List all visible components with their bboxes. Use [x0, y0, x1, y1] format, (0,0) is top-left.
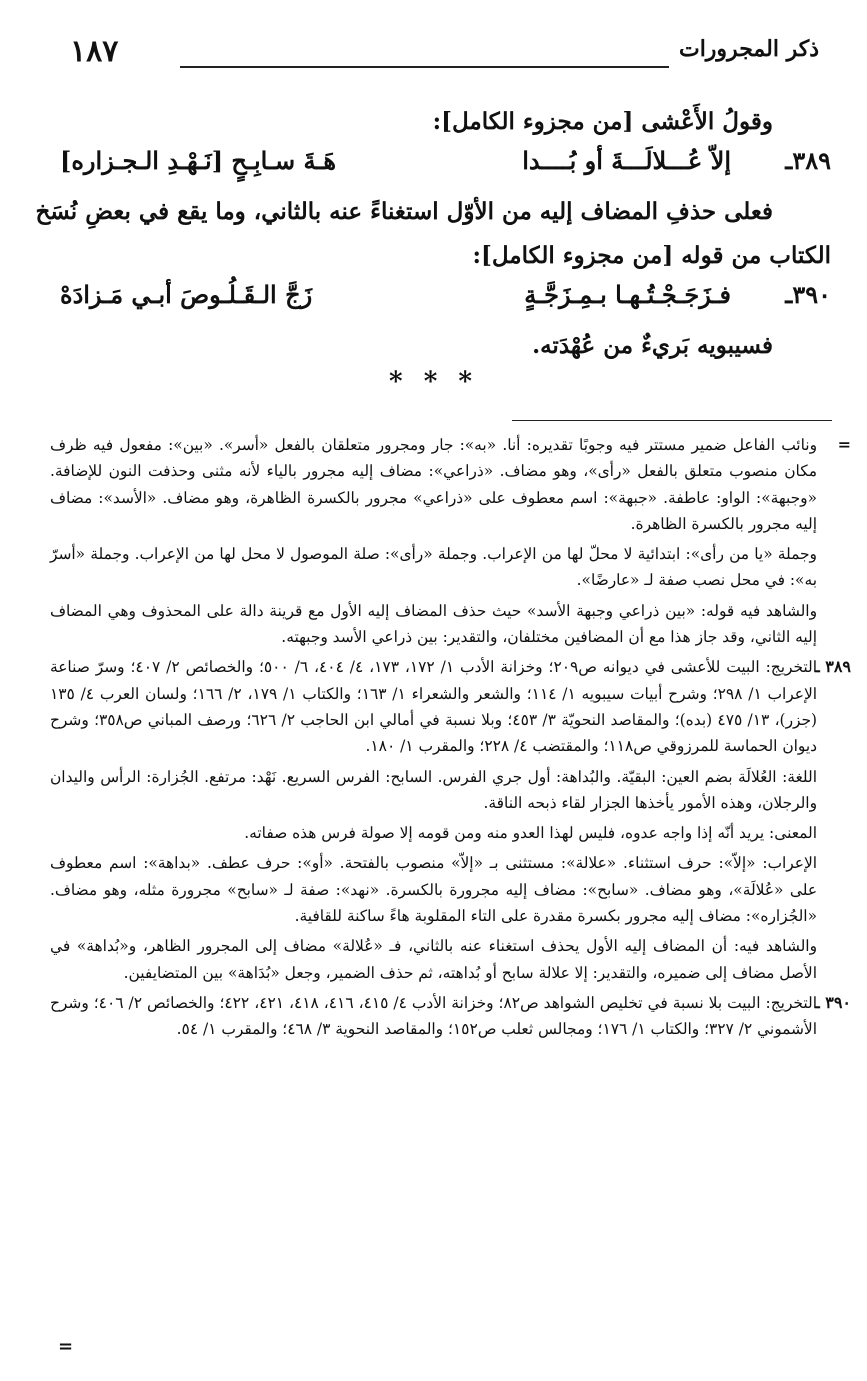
footnote-paragraph: المعنى: يريد أنّه إذا واجه عدوه، فليس لهذا العدو منه ومن قومه إلا صولة فرس هذه صفاته.	[244, 824, 817, 843]
footnote-paragraph: والشاهد فيه: أن المضاف إليه الأول يحذف استغناء عنه بالثاني، فـ «عُلالة» مضاف إلى المجرور الظاهر، و«بُداهة» في الأصل مضاف إلى ضميره، والتقدير: إلا علالة سابح أو بُداهته، ثم حذف الضمير، وجعل «بُدَاهة» بين المتضايفين.	[50, 937, 817, 982]
verse-number: ٣٨٩ـ	[785, 146, 831, 175]
footnotes	[50, 432, 851, 1047]
verse-390	[60, 278, 831, 324]
main-text	[35, 100, 831, 368]
verse-hemistich-second: هَـةَ سـابِـحٍ [نَـهْـدِ الـجـزاره]	[60, 146, 336, 175]
footnote-paragraph: التخريج: البيت للأعشى في ديوانه ص٢٠٩؛ وخزانة الأدب ١/ ١٧٢، ١٧٣، ٤/ ٤٠٤، ٦/ ٥٠٠؛ والخصائص ٢/ ٤٠٧؛ وسرّ صناعة الإعراب ١/ ٢٩٨؛ وشرح أبيات سيبويه ١/ ١١٤؛ والشعر والشعراء ١/ ١٦٣؛ والكتاب ١/ ١٧٩، ٢/ ١٦٦؛ ولسان العرب ٤/ ١٣٥ (جزر)، ١٣/ ٤٧٥ (بده)؛ والمقاصد النحويّة ٣/ ٤٥٣؛ وبلا نسبة في أمالي ابن الحاجب ٢/ ٦٢٦؛ ورصف المباني ص٣٥٨؛ وشرح ديوان الحماسة للمرزوقي ص١١٨؛ والمقتضب ٤/ ٢٢٨؛ والمقرب ١/ ١٨٠.	[50, 658, 818, 756]
verse-389	[60, 144, 831, 190]
footnote-paragraph: ونائب الفاعل ضمير مستتر فيه وجوبًا تقديره: أنا. «به»: جار ومجرور متعلقان بالفعل «أسر». «بين»: مفعول فيه ظرف مكان منصوب متعلق بالفعل «رأى»، وهو مضاف. «ذراعي»: مضاف إليه مجرور بالياء لأنه مثنى وحذفت النون للإضافة. «وجبهة»: الواو: عاطفة. «جبهة»: اسم معطوف على «ذراعي» مجرور بالكسرة الظاهرة، وهو مضاف. «الأسد»: مضاف إليه مجرور بالكسرة الظاهرة.	[50, 436, 817, 533]
footnote-continuation	[50, 432, 851, 650]
running-header	[70, 34, 819, 74]
chapter-title: ذكر المجرورات	[678, 36, 819, 62]
footnote-paragraph: والشاهد فيه قوله: «بين ذراعي وجبهة الأسد» حيث حذف المضاف إليه الأول مع قرينة دالة على المحذوف وهي المضاف إليه الثاني، وقد جاز هذا مع أن المضافين مختلفان، والتقدير: بين ذراعي الأسد وجبهته.	[50, 601, 817, 647]
footnote-paragraph: التخريج: البيت بلا نسبة في تخليص الشواهد ص٨٢؛ وخزانة الأدب ٤/ ٤١٥، ٤١٦، ٤١٨، ٤٢١، ٤٢٢؛ والخصائص ٢/ ٤٠٦؛ وشرح الأشموني ٢/ ٣٢٧؛ والكتاب ١/ ١٧٦؛ ومجالس ثعلب ص١٥٢؛ والمقاصد النحوية ٣/ ٤٦٨؛ والمقرب ١/ ٥٤.	[50, 993, 817, 1039]
footnote-paragraph: اللغة: العُلالَة بضم العين: البقيّة. والبُداهة: أول جري الفرس. السابح: الفرس السريع. نَهْد: مرتفع. الجُزارة: الرأس واليدان والرجلان، وهذه الأمور يأخذها الجزار لقاء ذبحه الناقة.	[50, 767, 817, 812]
footnote-389	[50, 654, 851, 986]
verse-number: ٣٩٠ـ	[785, 280, 831, 309]
section-divider-stars: * * *	[389, 367, 478, 397]
page-number: ١٨٧	[70, 34, 119, 69]
footnote-paragraph: وجملة «يا من رأى»: ابتدائية لا محلّ لها من الإعراب. وجملة «رأى»: صلة الموصول لا محل لها من الإعراب. وجملة «أسرّ به»: في محل نصب صفة لـ «عارضًا».	[50, 545, 817, 590]
footnote-number: ٣٨٩ ـ	[814, 657, 851, 677]
continuation-mark-end: =	[58, 1336, 74, 1357]
footnote-number: ٣٩٠ ـ	[814, 992, 851, 1012]
paragraph-line: فعلى حذفِ المضاف إليه من الأوّل استغناءً عنه بالثاني، وما يقع في بعضِ نُسَخ	[35, 198, 773, 225]
paragraph-line: الكتاب من قوله [من مجزوء الكامل]:	[472, 242, 831, 269]
intro-line: وقولُ الأَعْشى [من مجزوء الكامل]:	[432, 108, 773, 135]
footnote-separator	[512, 420, 832, 421]
verse-hemistich-second: زَجَّ الـقَـلُـوصَ أبـي مَـزادَهْ	[60, 280, 313, 309]
footnote-390	[50, 990, 851, 1043]
header-rule	[180, 66, 669, 68]
continuation-mark: =	[837, 435, 851, 454]
paragraph-line: فسيبويه بَريءٌ من عُهْدَته.	[532, 332, 773, 359]
verse-hemistich-first: فـزَجَـجْـتُـهـا بـمِـزَجَّـةٍ	[524, 280, 731, 309]
verse-hemistich-first: إلاّ عُـــلالَـــةَ أو بُــــدا	[522, 146, 731, 175]
footnote-paragraph: الإعراب: «إلاّ»: حرف استثناء. «علالة»: مستثنى بـ «إلاّ» منصوب بالفتحة. «أو»: حرف عطف. «بداهة»: اسم معطوف على «عُلالَة»، وهو مضاف. «سابح»: مضاف إليه مجرورة بالكسرة. «نهد»: صفة لـ «سابح» مجرورة مثله، وهو مضاف. «الجُزاره»: مضاف إليه مجرور بكسرة مقدرة على التاء المقلوبة هاءً ساكنة للقافية.	[50, 854, 817, 926]
